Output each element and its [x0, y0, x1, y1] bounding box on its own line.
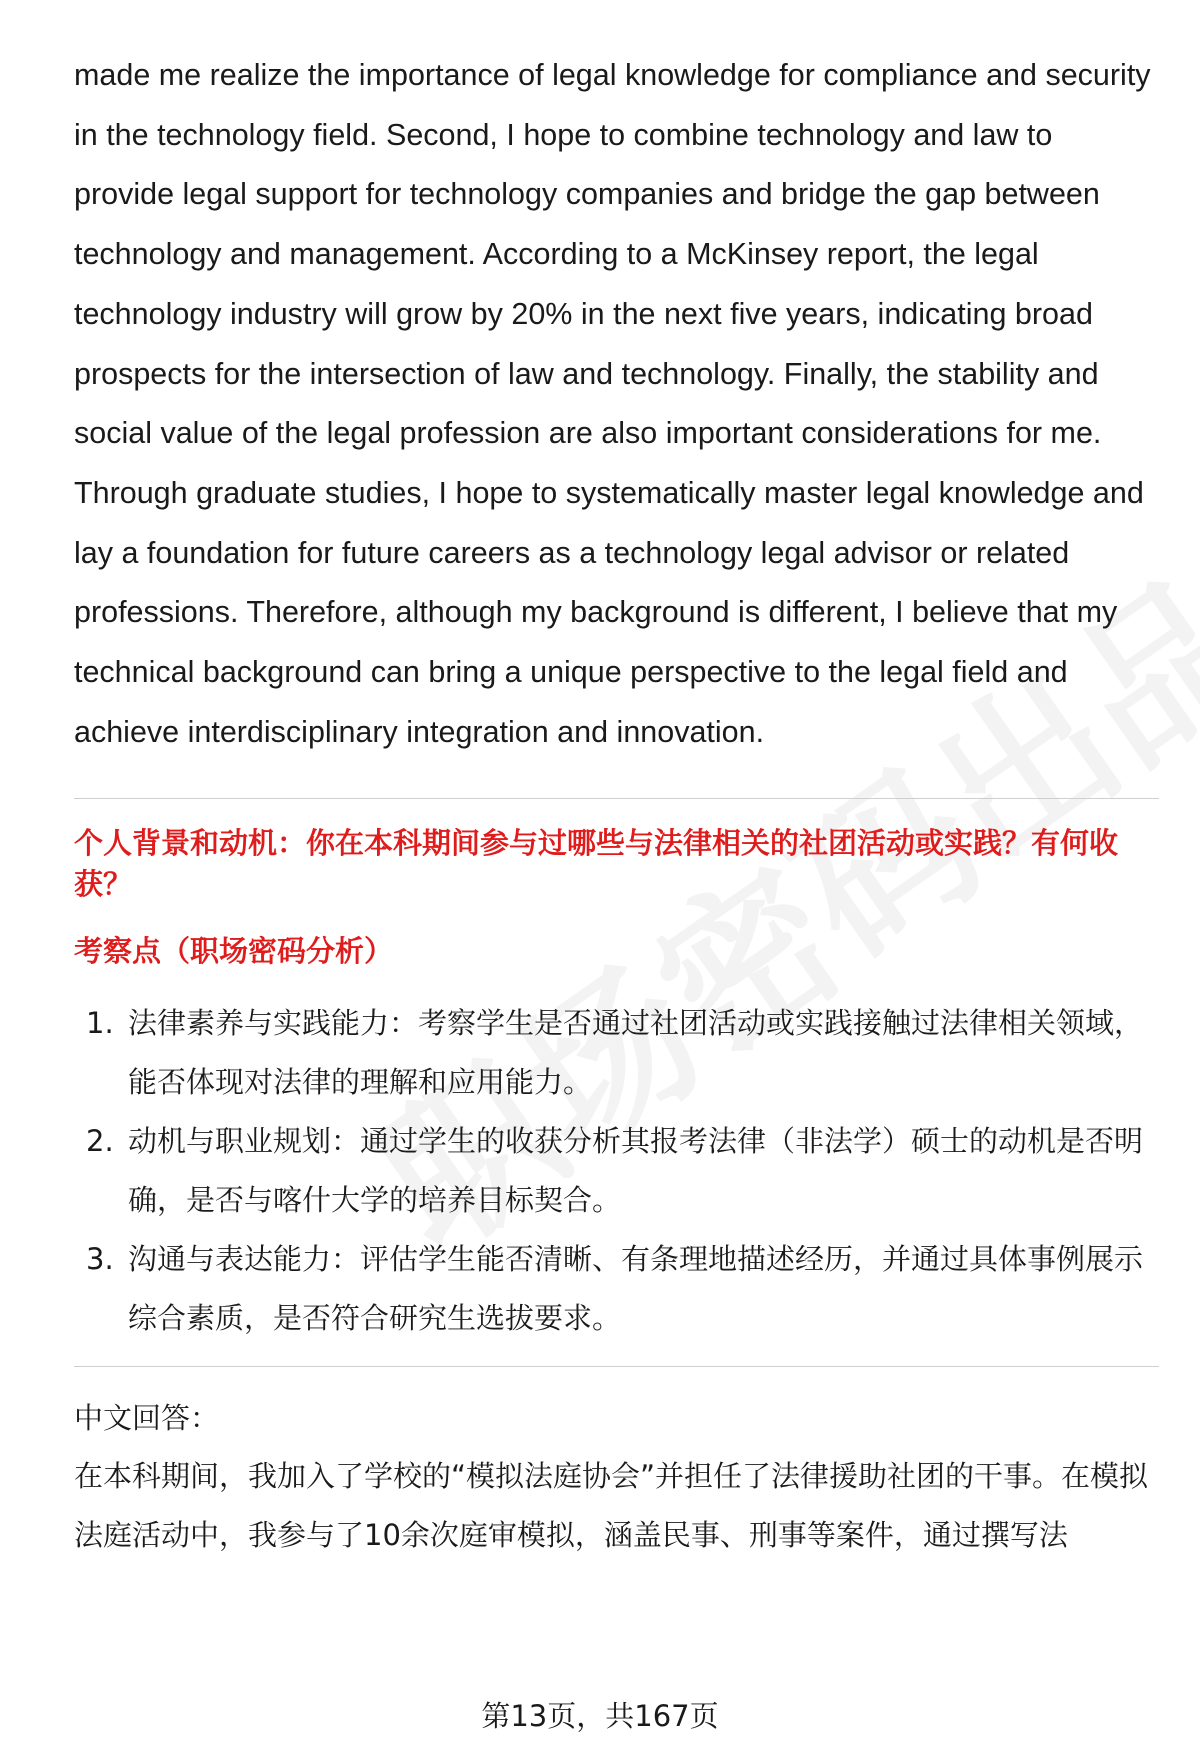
- page-number-footer: 第13页，共167页: [481, 1699, 719, 1733]
- analysis-points-list: [74, 994, 1159, 1348]
- list-item-number: 3.: [86, 1242, 114, 1277]
- question-heading: 个人背景和动机：你在本科期间参与过哪些与法律相关的社团活动或实践？有何收获？: [74, 826, 1119, 902]
- list-item: [74, 994, 1159, 1112]
- list-item-number: 2.: [86, 1124, 114, 1159]
- list-item-text: 法律素养与实践能力：考察学生是否通过社团活动或实践接触过法律相关领域，能否体现对法律的理解和应用能力。: [128, 1006, 1144, 1100]
- english-answer-paragraph: made me realize the importance of legal knowledge for compliance and security in the technology field. Second, I hope to combine technology and law to provide legal support for technology companies and bridge the gap between technology and management. According to a McKinsey report, the legal technology industry will grow by 20% in the next five years, indicating broad prospects for the intersection of law and technology. Finally, the stability and social value of the legal profession are also important considerations for me. Through graduate studies, I hope to systematically master legal knowledge and lay a foundation for future careers as a technology legal advisor or related professions. Therefore, although my background is different, I believe that my technical background can bring a unique perspective to the legal field and achieve interdisciplinary integration and innovation.: [74, 58, 1151, 749]
- list-item-text: 动机与职业规划：通过学生的收获分析其报考法律（非法学）硕士的动机是否明确，是否与喀什大学的培养目标契合。: [128, 1124, 1144, 1218]
- section-divider: [74, 1366, 1159, 1367]
- chinese-answer-paragraph: 在本科期间，我加入了学校的“模拟法庭协会”并担任了法律援助社团的干事。在模拟法庭活动中，我参与了10余次庭审模拟，涵盖民事、刑事等案件，通过撰写法: [74, 1459, 1149, 1553]
- section-divider: [74, 798, 1159, 799]
- list-item: [74, 1112, 1159, 1230]
- analysis-heading: 考察点（职场密码分析）: [74, 934, 394, 969]
- list-item-text: 沟通与表达能力：评估学生能否清晰、有条理地描述经历，并通过具体事例展示综合素质，是否符合研究生选拔要求。: [128, 1242, 1144, 1336]
- list-item-number: 1.: [86, 1006, 114, 1041]
- list-item: [74, 1230, 1159, 1348]
- chinese-answer-label: 中文回答：: [74, 1401, 220, 1436]
- page-content: [74, 46, 1159, 1565]
